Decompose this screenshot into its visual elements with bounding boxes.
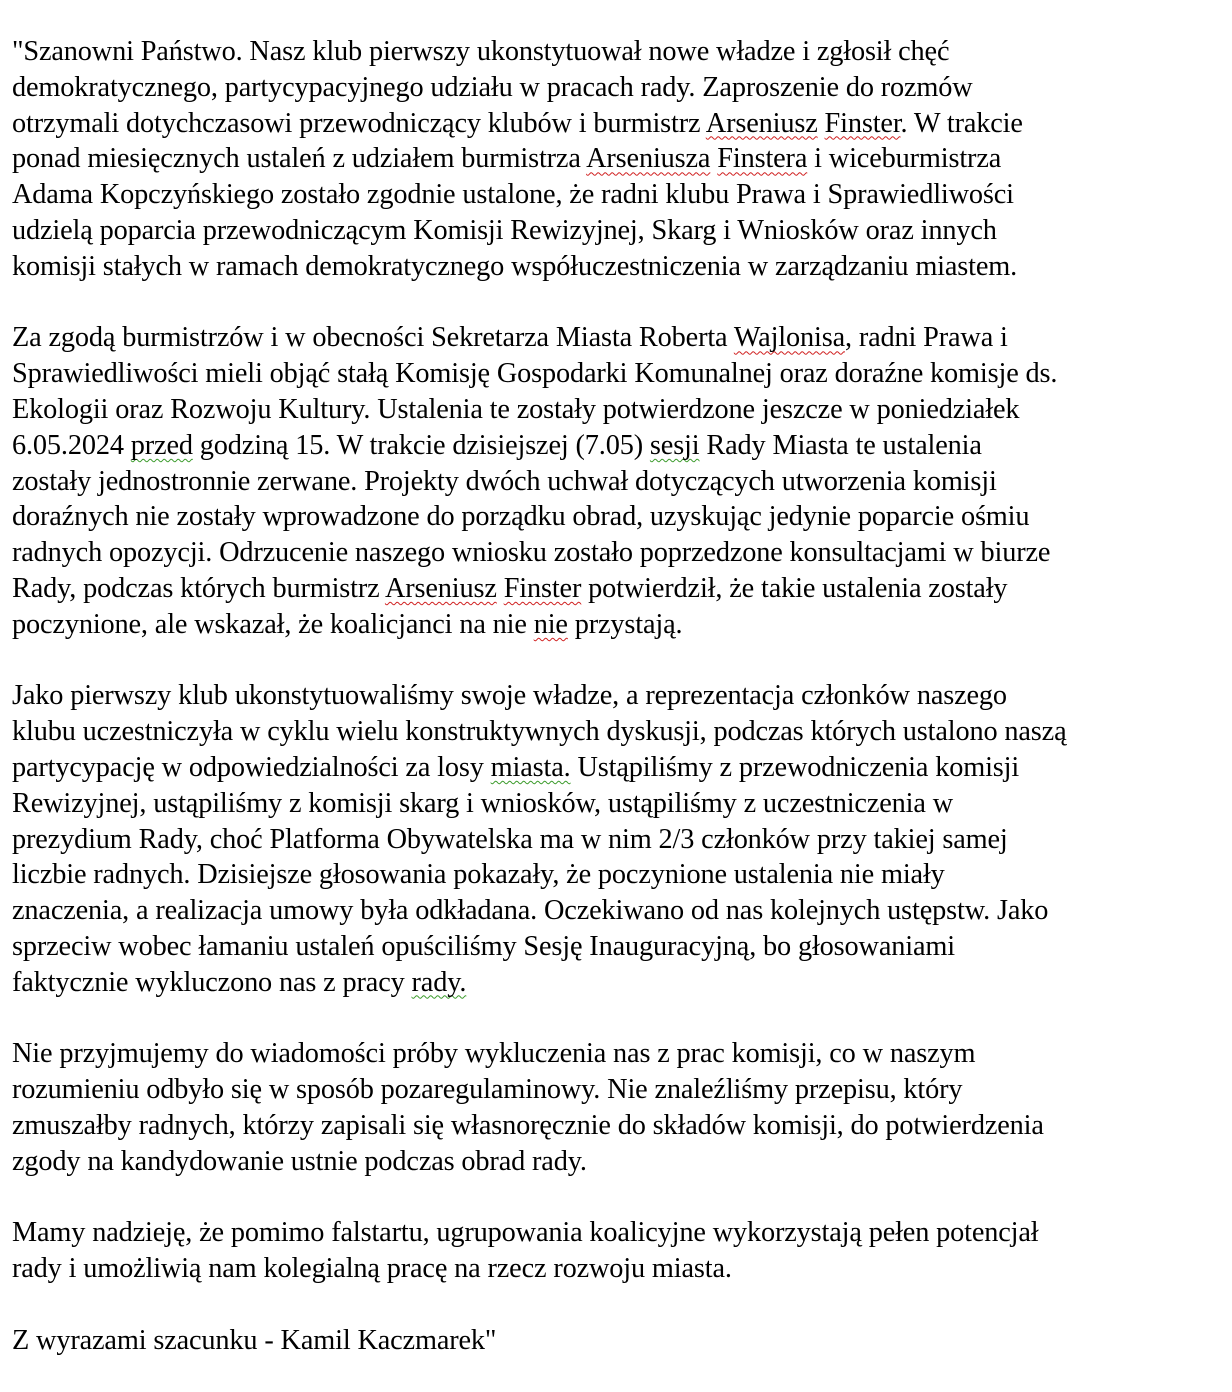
text-line: ponad miesięcznych ustaleń z udziałem burmistrza Arseniusza Finstera i wiceburmistrza xyxy=(12,143,1002,175)
text-line: Adama Kopczyńskiego zostało zgodnie ustalone, że radni klubu Prawa i Sprawiedliwości xyxy=(12,179,1014,211)
text-line: partycypację w odpowiedzialności za losy miasta. Ustąpiliśmy z przewodniczenia komisji xyxy=(12,751,1020,783)
spelling-error-word[interactable]: Finster xyxy=(503,572,582,604)
paragraph-spacer xyxy=(12,1287,1232,1323)
text-line: zgody na kandydowanie ustnie podczas obrad rady. xyxy=(12,1145,587,1177)
text-line: zostały jednostronnie zerwane. Projekty dwóch uchwał dotyczących utworzenia komisji xyxy=(12,465,997,497)
text-line: liczbie radnych. Dzisiejsze głosowania pokazały, że poczynione ustalenia nie miały xyxy=(12,859,945,891)
text-line: Sprawiedliwości mieli objąć stałą Komisję Gospodarki Komunalnej oraz doraźne komisje ds. xyxy=(12,358,1058,390)
grammar-error-word[interactable]: sesji xyxy=(649,429,700,461)
paragraph-spacer xyxy=(12,1001,1232,1037)
spelling-error-word[interactable]: Wajlonisa xyxy=(733,322,845,354)
text-line: rady i umożliwią nam kolegialną pracę na rzecz rozwoju miasta. xyxy=(12,1253,732,1285)
text-line: zmuszałby radnych, którzy zapisali się własnoręcznie do składów komisji, do potwierdzenia xyxy=(12,1109,1044,1141)
text-line: komisji stałych w ramach demokratycznego współuczestniczenia w zarządzaniu miastem. xyxy=(12,250,1018,282)
paragraph-spacer xyxy=(12,285,1232,321)
text-line: klubu uczestniczyła w cyklu wielu konstruktywnych dyskusji, podczas których ustalono naszą xyxy=(12,716,1067,748)
text-line: radnych opozycji. Odrzucenie naszego wniosku zostało poprzedzone konsultacjami w biurze xyxy=(12,537,1051,569)
document-page xyxy=(12,34,1232,1358)
paragraph-objection xyxy=(12,1036,1232,1179)
text-line: Za zgodą burmistrzów i w obecności Sekretarza Miasta Roberta Wajlonisa, radni Prawa i xyxy=(12,322,1008,354)
text-line: Mamy nadzieję, że pomimo falstartu, ugrupowania koalicyjne wykorzystają pełen potencjał xyxy=(12,1217,1039,1249)
text-line: Ekologii oraz Rozwoju Kultury. Ustalenia te zostały potwierdzone jeszcze w poniedziałek xyxy=(12,393,1020,425)
text-line: doraźnych nie zostały wprowadzone do porządku obrad, uzyskując jedynie poparcie ośmiu xyxy=(12,501,1030,533)
paragraph-greeting xyxy=(12,34,1232,285)
text-line: prezydium Rady, choć Platforma Obywatelska ma w nim 2/3 członków przy takiej samej xyxy=(12,823,1008,855)
signature xyxy=(12,1323,1232,1359)
text-line: otrzymali dotychczasowi przewodniczący klubów i burmistrz Arseniusz Finster. W trakcie xyxy=(12,107,1023,139)
text-line: Jako pierwszy klub ukonstytuowaliśmy swoje władze, a reprezentacja członków naszego xyxy=(12,680,1007,712)
spelling-error-word[interactable]: Arseniusz xyxy=(705,107,818,139)
text-line: Rady, podczas których burmistrz Arseniusz Finster potwierdził, że takie ustalenia zostały xyxy=(12,572,1008,604)
grammar-error-word[interactable]: miasta. xyxy=(490,751,571,783)
spelling-error-word[interactable]: Finster xyxy=(824,107,901,139)
text-line: udzielą poparcia przewodniczącym Komisji Rewizyjnej, Skarg i Wniosków oraz innych xyxy=(12,214,997,246)
text-line: faktycznie wykluczono nas z pracy rady. xyxy=(12,966,467,998)
text-line: "Szanowni Państwo. Nasz klub pierwszy ukonstytuował nowe władze i zgłosił chęć xyxy=(12,36,950,67)
grammar-error-word[interactable]: rady. xyxy=(411,966,467,998)
text-line: Z wyrazami szacunku - Kamil Kaczmarek" xyxy=(12,1324,497,1356)
paragraph-agreements xyxy=(12,320,1232,642)
text-line: 6.05.2024 przed godziną 15. W trakcie dzisiejszej (7.05) sesji Rady Miasta te ustalenia xyxy=(12,429,982,461)
paragraph-spacer xyxy=(12,1180,1232,1216)
text-line: Nie przyjmujemy do wiadomości próby wykluczenia nas z prac komisji, co w naszym xyxy=(12,1038,976,1070)
text-line: rozumieniu odbyło się w sposób pozaregulaminowy. Nie znaleźliśmy przepisu, który xyxy=(12,1074,963,1106)
text-line: demokratycznego, partycypacyjnego udziału w pracach rady. Zaproszenie do rozmów xyxy=(12,71,973,103)
paragraph-concessions xyxy=(12,678,1232,1000)
text-line: Rewizyjnej, ustąpiliśmy z komisji skarg i wniosków, ustąpiliśmy z uczestniczenia w xyxy=(12,787,953,819)
spelling-error-word[interactable]: Finstera xyxy=(717,143,808,175)
paragraph-spacer xyxy=(12,643,1232,679)
spelling-error-word[interactable]: Arseniusz xyxy=(384,572,497,604)
spelling-error-word[interactable]: nie xyxy=(533,608,568,640)
text-line: sprzeciw wobec łamaniu ustaleń opuściliśmy Sesję Inauguracyjną, bo głosowaniami xyxy=(12,930,955,962)
paragraph-hope xyxy=(12,1215,1232,1287)
grammar-error-word[interactable]: przed xyxy=(130,429,193,461)
text-line: znaczenia, a realizacja umowy była odkładana. Oczekiwano od nas kolejnych ustępstw. Jako xyxy=(12,895,1049,927)
text-line: poczynione, ale wskazał, że koalicjanci na nie nie przystają. xyxy=(12,608,683,640)
spelling-error-word[interactable]: Arseniusza xyxy=(586,143,711,175)
